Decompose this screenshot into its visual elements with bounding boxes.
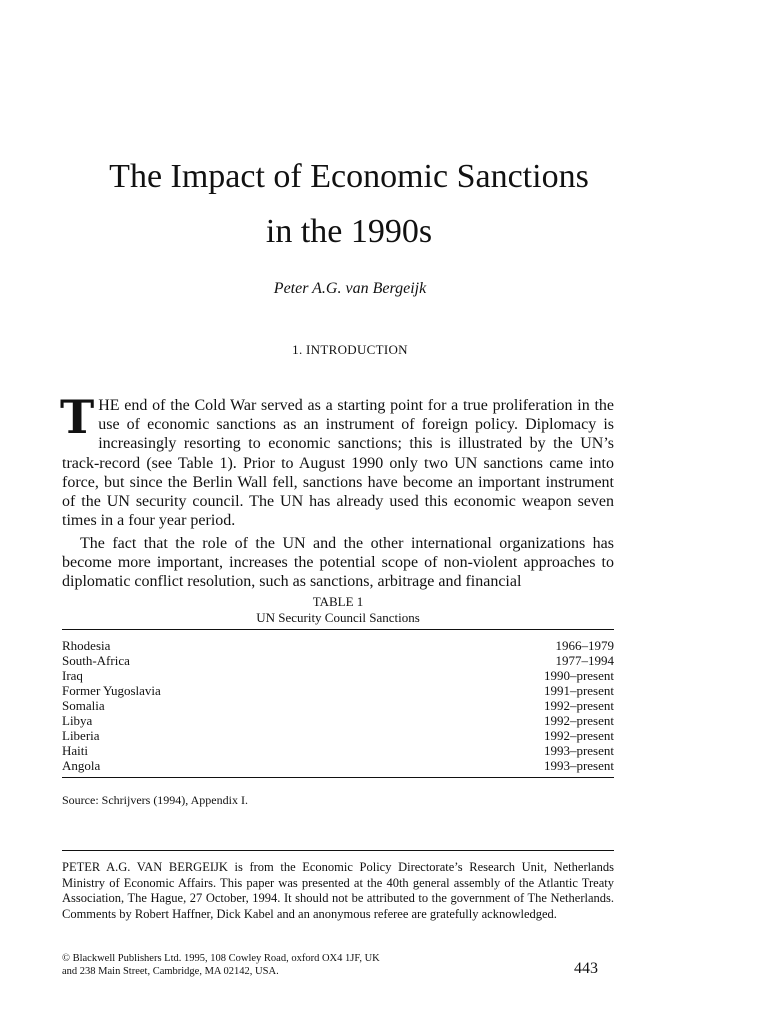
period-cell: 1992–present [543,728,614,743]
period-cell: 1992–present [543,698,614,713]
table-row [62,698,614,713]
table-row [62,668,614,683]
author-footnote: PETER A.G. VAN BERGEIJK is from the Economic Policy Directorate’s Research Unit, Netherlands Ministry of Economic Affairs. This paper was presented at the 40th general assembly of the Atlantic Treaty Association, The Hague, 27 October, 1994. It should not be attributed to the government of The Netherlands. Comments by Robert Haffner, Dick Kabel and an anonymous referee are gratefully acknowledged. [62,860,614,921]
table-row [62,638,614,653]
country-cell: Haiti [62,743,88,758]
table-row [62,728,614,743]
country-cell: Somalia [62,698,105,713]
copyright-notice [62,952,482,978]
copyright-line-1: © Blackwell Publishers Ltd. 1995, 108 Cowley Road, oxford OX4 1JF, UK [62,953,380,964]
country-cell: Former Yugoslavia [62,683,161,698]
table-row [62,653,614,668]
drop-cap-letter: T [60,390,95,444]
country-cell: Angola [62,758,101,773]
page-number: 443 [574,960,598,977]
period-cell: 1993–present [543,743,614,758]
period-cell: 1990–present [543,668,614,683]
table-bottom-rule [62,777,614,778]
period-cell: 1993–present [543,758,614,773]
section-heading: 1. INTRODUCTION [292,342,408,357]
country-cell: Rhodesia [62,638,111,653]
table-row [62,758,614,773]
period-cell: 1992–present [543,713,614,728]
period-cell: 1991–present [543,683,614,698]
table-label: TABLE 1 [312,594,364,609]
country-cell: South-Africa [62,653,130,668]
introduction-paragraph-2: The fact that the role of the UN and the other international organizations has become more important, increases the potential scope of non-violent approaches to diplomatic conflict resolution, such as sanctions, arbitrage and financial [62,535,614,591]
copyright-line-2: and 238 Main Street, Cambridge, MA 02142, USA. [62,966,279,977]
period-cell: 1977–1994 [555,653,614,668]
table-row [62,683,614,698]
article-title-line-1: The Impact of Economic Sanctions [109,158,589,195]
table-row [62,743,614,758]
country-cell: Iraq [62,668,83,683]
paragraph-1-text: HE end of the Cold War served as a starting point for a true proliferation in the use of economic sanctions as an instrument of foreign policy. Diplomacy is increasingly resorting to economic sanctions; this is illustrated by the UN’s track-record (see Table 1). Prior to August 1990 only two UN sanctions came into force, but since the Berlin Wall fell, sanctions have become an important instrument of the UN security council. The UN has already used this economic weapon seven times in a four year period. [62,397,614,530]
table-top-rule [62,629,614,630]
table-source-note: Source: Schrijvers (1994), Appendix I. [62,793,248,807]
footnote-divider [62,850,614,851]
table-row [62,713,614,728]
introduction-paragraph-1 [60,390,614,530]
country-cell: Liberia [62,728,100,743]
table-caption: UN Security Council Sanctions [256,610,420,625]
author-name: Peter A.G. van Bergeijk [273,280,427,297]
country-cell: Libya [62,713,93,728]
article-title-line-2: in the 1990s [265,213,433,250]
period-cell: 1966–1979 [555,638,614,653]
sanctions-table [62,638,614,773]
